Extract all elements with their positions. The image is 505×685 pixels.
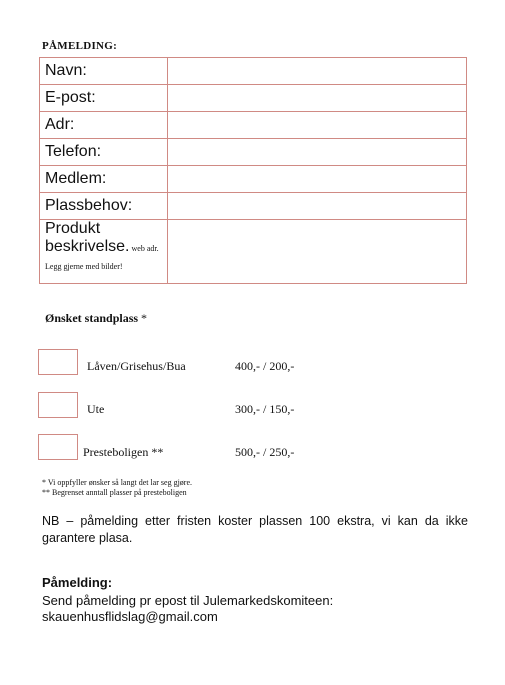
footnote-wishes: * Vi oppfyller ønsker så langt det lar seg gjøre. — [42, 478, 192, 487]
stand-label-vicarage: Presteboligen ** — [83, 445, 164, 459]
field-input-address[interactable] — [168, 112, 467, 139]
registration-table — [39, 57, 467, 284]
form-row-space — [40, 193, 467, 220]
signup-line: Send påmelding pr epost til Julemarkedskomiteen: — [42, 593, 334, 608]
field-label-name: Navn: — [40, 58, 168, 85]
field-label-phone: Telefon: — [40, 139, 168, 166]
stand-heading-star: * — [138, 311, 148, 325]
product-label-main: Produkt beskrivelse. — [45, 220, 130, 255]
late-fee-note: NB – påmelding etter fristen koster plassen 100 ekstra, vi kan da ikke garantere plasa. — [42, 514, 468, 545]
stand-price-outdoor: 300,- / 150,- — [235, 402, 295, 416]
field-label-member: Medlem: — [40, 166, 168, 193]
footnote-limited: ** Begrenset anntall plasser på presteboligen — [42, 488, 187, 497]
form-heading: PÅMELDING: — [42, 40, 118, 52]
signup-heading: Påmelding: — [42, 575, 113, 590]
field-label-email: E-post: — [40, 85, 168, 112]
field-input-email[interactable] — [168, 85, 467, 112]
field-input-member[interactable] — [168, 166, 467, 193]
field-label-product — [40, 220, 168, 284]
form-row-member — [40, 166, 467, 193]
form-row-product — [40, 220, 467, 284]
form-row-email — [40, 85, 467, 112]
stand-heading — [45, 311, 147, 326]
stand-checkbox-vicarage[interactable] — [38, 434, 78, 460]
signup-instructions — [42, 593, 333, 625]
product-label-note: web adr. Legg gjerne med bilder! — [45, 244, 159, 271]
field-label-address: Adr: — [40, 112, 168, 139]
signup-email: skauenhusflidslag@gmail.com — [42, 609, 218, 624]
stand-price-barn: 400,- / 200,- — [235, 359, 295, 373]
form-row-name — [40, 58, 467, 85]
field-input-phone[interactable] — [168, 139, 467, 166]
stand-price-vicarage: 500,- / 250,- — [235, 445, 295, 459]
stand-label-outdoor: Ute — [87, 402, 105, 416]
field-label-space: Plassbehov: — [40, 193, 168, 220]
stand-checkbox-outdoor[interactable] — [38, 392, 78, 418]
stand-heading-text: Ønsket standplass — [45, 311, 139, 325]
stand-checkbox-barn[interactable] — [38, 349, 78, 375]
form-row-address — [40, 112, 467, 139]
form-row-phone — [40, 139, 467, 166]
field-input-product[interactable] — [168, 220, 467, 284]
field-input-space[interactable] — [168, 193, 467, 220]
stand-label-barn: Låven/Grisehus/Bua — [87, 359, 186, 373]
field-input-name[interactable] — [168, 58, 467, 85]
